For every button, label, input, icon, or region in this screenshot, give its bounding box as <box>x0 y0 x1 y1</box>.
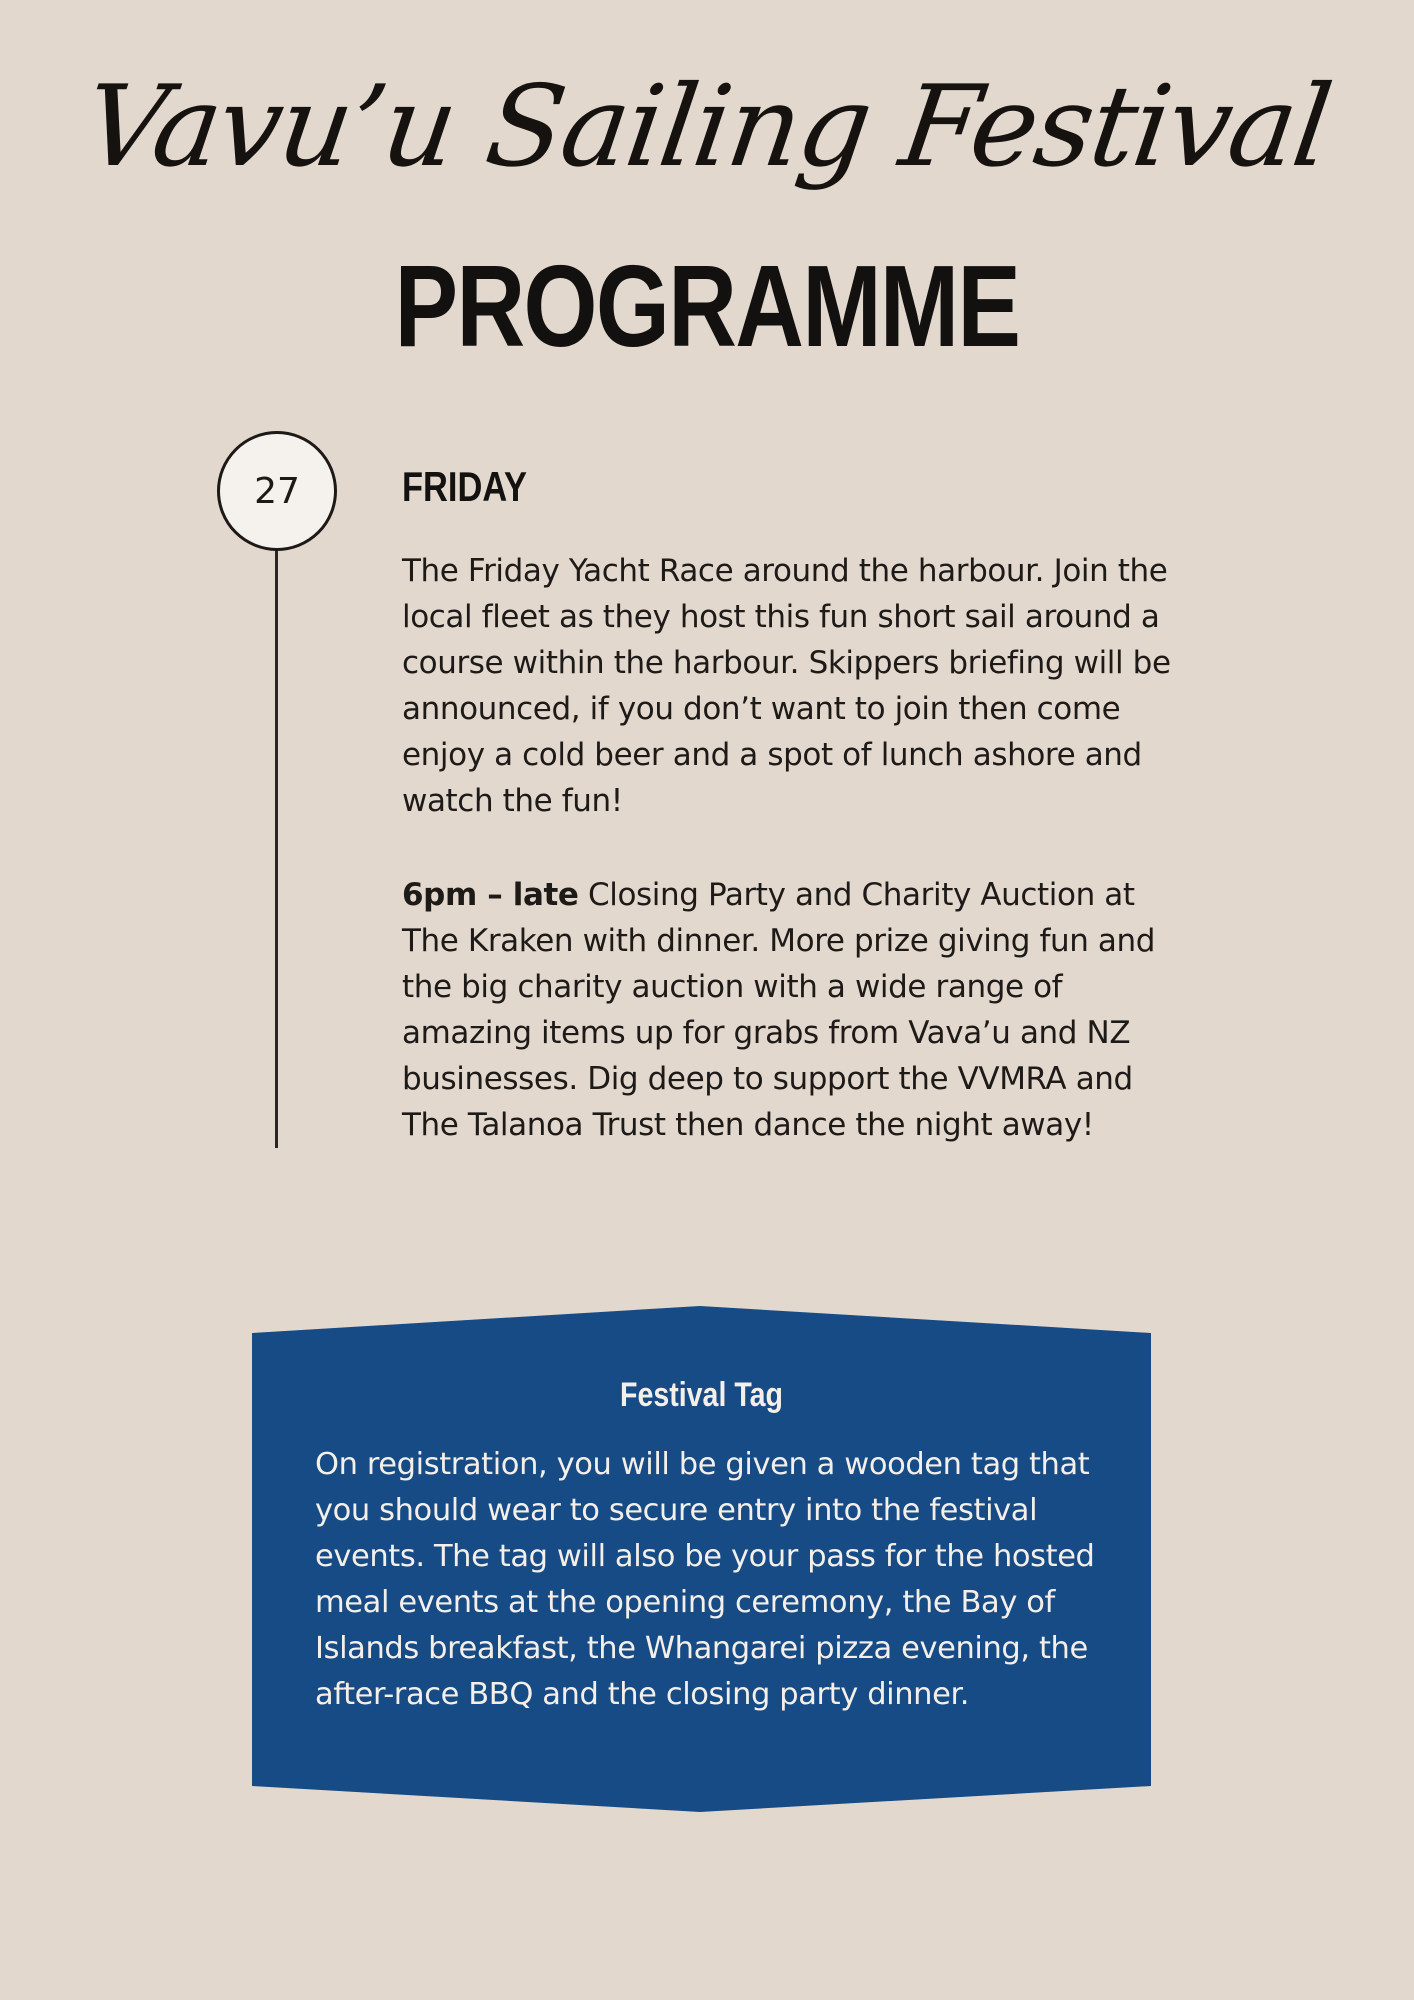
day-title: FRIDAY <box>402 463 528 510</box>
festival-tag-title: Festival Tag <box>620 1376 783 1414</box>
evening-event <box>402 872 1182 1148</box>
festival-tag-panel <box>252 1306 1151 1812</box>
festival-tag-text: On registration, you will be given a wooden tag that you should wear to secure entry into the festival events. The tag will also be your pass for the hosted meal events at the opening ceremony, the Bay of Islands breakfast, the Whangarei pizza evening, the after-race BBQ and the closing party dinner. <box>315 1447 1095 1712</box>
date-circle: 27 <box>217 431 337 551</box>
timeline-line <box>275 546 278 1148</box>
event-time: 6pm – late <box>402 877 579 913</box>
programme-heading: PROGRAMME <box>394 241 1020 371</box>
friday-description: The Friday Yacht Race around the harbour. Join the local fleet as they host this fun short sail around a course within the harbour. Skippers briefing will be announced, if you don’t want to join then come enjoy a cold beer and a spot of lunch ashore and watch the fun! <box>402 553 1171 819</box>
event-description: Closing Party and Charity Auction at The Kraken with dinner. More prize giving fun and the big charity auction with a wide range of amazing items up for grabs from Vava’u and NZ businesses. Dig deep to support the VVMRA and The Talanoa Trust then dance the night away! <box>402 877 1156 1143</box>
festival-script-title: Vavu’u Sailing Festival <box>76 62 1338 192</box>
